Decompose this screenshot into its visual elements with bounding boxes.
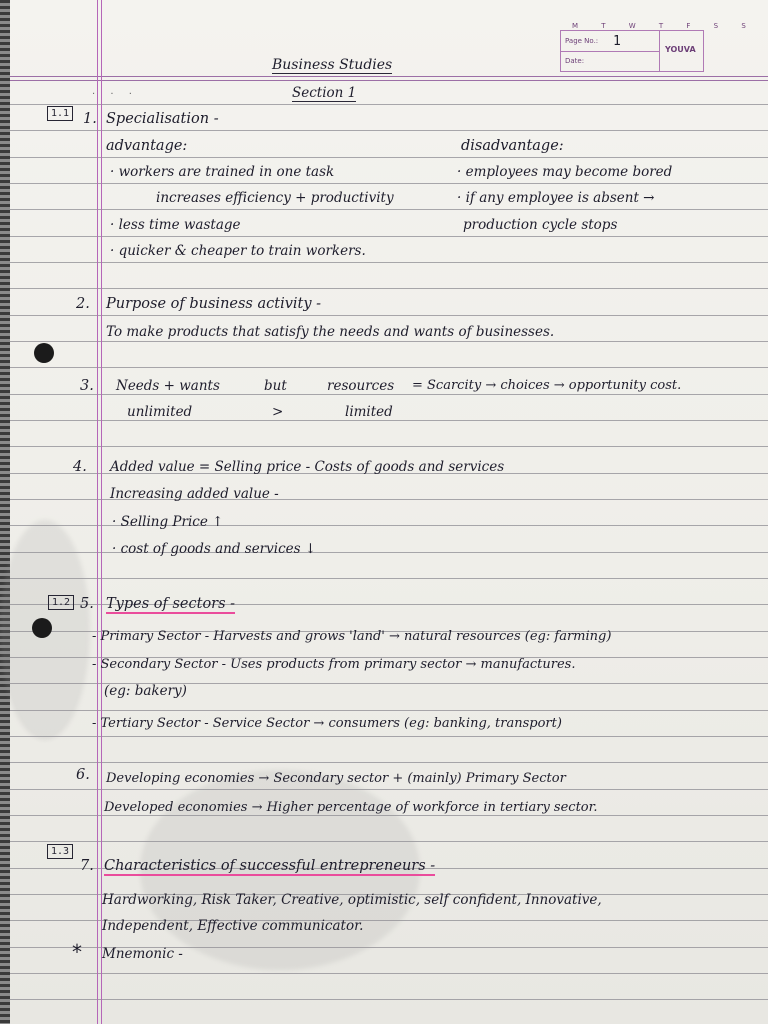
punch-hole [34, 343, 54, 363]
note-3-resources: resources [327, 378, 395, 394]
note-7-traits-2: Independent, Effective communicator. [102, 918, 364, 934]
note-1-adv-2: · less time wastage [110, 217, 241, 233]
note-6-developing: Developing economies → Secondary sector + (mainly) Primary Sector [106, 771, 566, 786]
note-3-needs: Needs + wants [116, 378, 220, 394]
mnemonic-label: Mnemonic - [102, 946, 183, 962]
margin-line [97, 0, 98, 1024]
margin-line [101, 0, 102, 1024]
page-number: 1 [613, 34, 621, 49]
note-6-developed: Developed economies → Higher percentage of workforce in tertiary sector. [104, 800, 598, 815]
punch-hole [32, 618, 52, 638]
brand-logo: YOUVA [665, 45, 696, 54]
note-7-traits-1: Hardworking, Risk Taker, Creative, optimistic, self confident, Innovative, [102, 892, 602, 908]
note-5-secondary-example: (eg: bakery) [104, 683, 187, 699]
note-number: 2. [76, 296, 90, 312]
note-number: 6. [76, 767, 90, 783]
note-3-gt: > [272, 404, 284, 420]
note-3-limited: limited [345, 404, 393, 420]
note-1-disadv-1: · employees may become bored [457, 164, 673, 180]
note-5-primary: - Primary Sector - Harvests and grows 'land' → natural resources (eg: farming) [92, 629, 612, 644]
scribble-dots: . . . [92, 86, 138, 97]
page-title: Business Studies [272, 57, 393, 73]
section-tag-1-2: 1.2 [48, 595, 74, 610]
note-number: 3. [80, 378, 94, 394]
note-1-disadvantage: disadvantage: [461, 138, 564, 154]
note-1-title: Specialisation - [106, 111, 219, 127]
note-number: 1. [83, 111, 97, 127]
note-2-body: To make products that satisfy the needs and wants of businesses. [106, 324, 555, 340]
star-icon: * [72, 940, 82, 964]
section-tag-1-3: 1.3 [47, 844, 73, 859]
note-1-disadv-3: production cycle stops [463, 217, 618, 233]
page-number-box [560, 30, 704, 72]
header-rule [10, 76, 768, 77]
note-number: 5. [80, 596, 94, 612]
weekday-letters: M T W T F S S [572, 22, 757, 30]
section-heading: Section 1 [292, 85, 357, 101]
note-1-adv-1: · workers are trained in one task [110, 164, 335, 180]
note-4-increasing: Increasing added value - [110, 486, 279, 502]
note-1-advantage: advantage: [106, 138, 188, 154]
date-label: Date: [565, 57, 585, 65]
note-7-title: Characteristics of successful entrepreneurs - [104, 858, 436, 874]
note-2-title: Purpose of business activity - [106, 296, 322, 312]
note-5-title: Types of sectors - [106, 596, 236, 612]
note-4-item-1: · Selling Price ↑ [112, 514, 224, 530]
spiral-binding [0, 0, 10, 1024]
note-5-secondary: - Secondary Sector - Uses products from primary sector → manufactures. [92, 657, 576, 672]
header-rule [10, 80, 768, 81]
note-5-tertiary: - Tertiary Sector - Service Sector → consumers (eg: banking, transport) [92, 716, 562, 731]
note-1-adv-1b: increases efficiency + productivity [156, 190, 394, 206]
page-no-label: Page No.: [565, 37, 599, 45]
note-4-definition: Added value = Selling price - Costs of goods and services [110, 459, 505, 475]
section-tag-1-1: 1.1 [47, 106, 73, 121]
note-1-adv-3: · quicker & cheaper to train workers. [110, 243, 366, 259]
note-number: 4. [73, 459, 87, 475]
note-4-item-2: · cost of goods and services ↓ [112, 541, 317, 557]
note-3-unlimited: unlimited [127, 404, 193, 420]
note-1-disadv-2: · if any employee is absent → [457, 190, 655, 206]
note-3-chain: = Scarcity → choices → opportunity cost. [412, 378, 682, 393]
note-number: 7. [80, 858, 94, 874]
note-3-but: but [264, 378, 287, 394]
